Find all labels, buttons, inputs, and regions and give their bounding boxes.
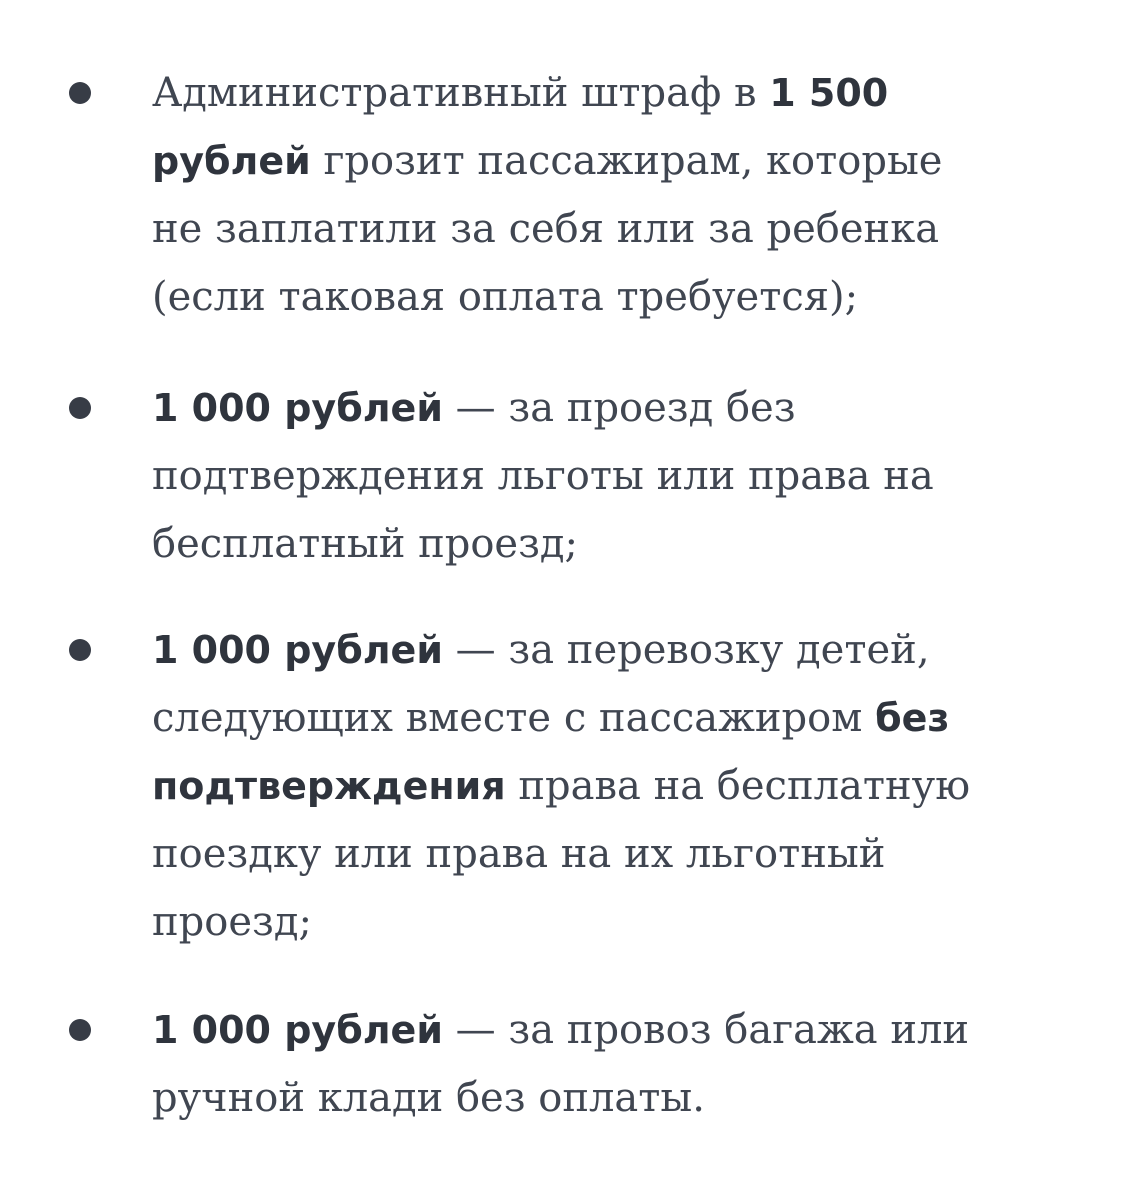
item-text	[152, 374, 1112, 578]
body-text: бесплатный проезд;	[152, 521, 579, 567]
body-text: грозит пассажирам, которые	[310, 138, 943, 184]
bullet-icon	[69, 1019, 91, 1041]
bold-amount-text: 1 500	[769, 71, 889, 115]
body-text: ручной клади без оплаты.	[152, 1075, 705, 1121]
body-text: проезд;	[152, 899, 312, 945]
item-text	[152, 996, 1112, 1132]
body-text: подтверждения льготы или права на	[152, 453, 934, 499]
text-line	[152, 59, 1112, 127]
bullet-icon	[69, 397, 91, 419]
body-text: поездку или права на их льготный	[152, 831, 886, 877]
body-text: (если таковая оплата требуется);	[152, 274, 859, 320]
body-text: права на бесплатную	[505, 763, 971, 809]
item-text	[152, 59, 1112, 331]
bold-amount-text: 1 000 рублей	[152, 628, 443, 672]
bold-amount-text: без	[875, 696, 950, 740]
text-line	[152, 752, 1112, 820]
text-line	[152, 442, 1112, 510]
text-line	[152, 510, 1112, 578]
text-line	[152, 1064, 1112, 1132]
bullet-icon	[69, 639, 91, 661]
text-line	[152, 888, 1112, 956]
bold-amount-text: рублей	[152, 139, 311, 183]
text-line	[152, 263, 1112, 331]
item-text	[152, 616, 1112, 956]
text-line	[152, 820, 1112, 888]
bold-amount-text: 1 000 рублей	[152, 1008, 443, 1052]
bold-amount-text: 1 000 рублей	[152, 386, 443, 430]
body-text: не заплатили за себя или за ребенка	[152, 206, 940, 252]
text-line	[152, 616, 1112, 684]
body-text: следующих вместе с пассажиром	[152, 695, 876, 741]
text-line	[152, 127, 1112, 195]
bold-amount-text: подтверждения	[152, 764, 506, 808]
bullet-icon	[69, 82, 91, 104]
body-text: — за проезд без	[442, 385, 796, 431]
text-line	[152, 374, 1112, 442]
text-line	[152, 996, 1112, 1064]
text-line	[152, 195, 1112, 263]
text-line	[152, 684, 1112, 752]
body-text: — за перевозку детей,	[442, 627, 930, 673]
body-text: Административный штраф в	[152, 70, 770, 116]
body-text: — за провоз багажа или	[442, 1007, 970, 1053]
